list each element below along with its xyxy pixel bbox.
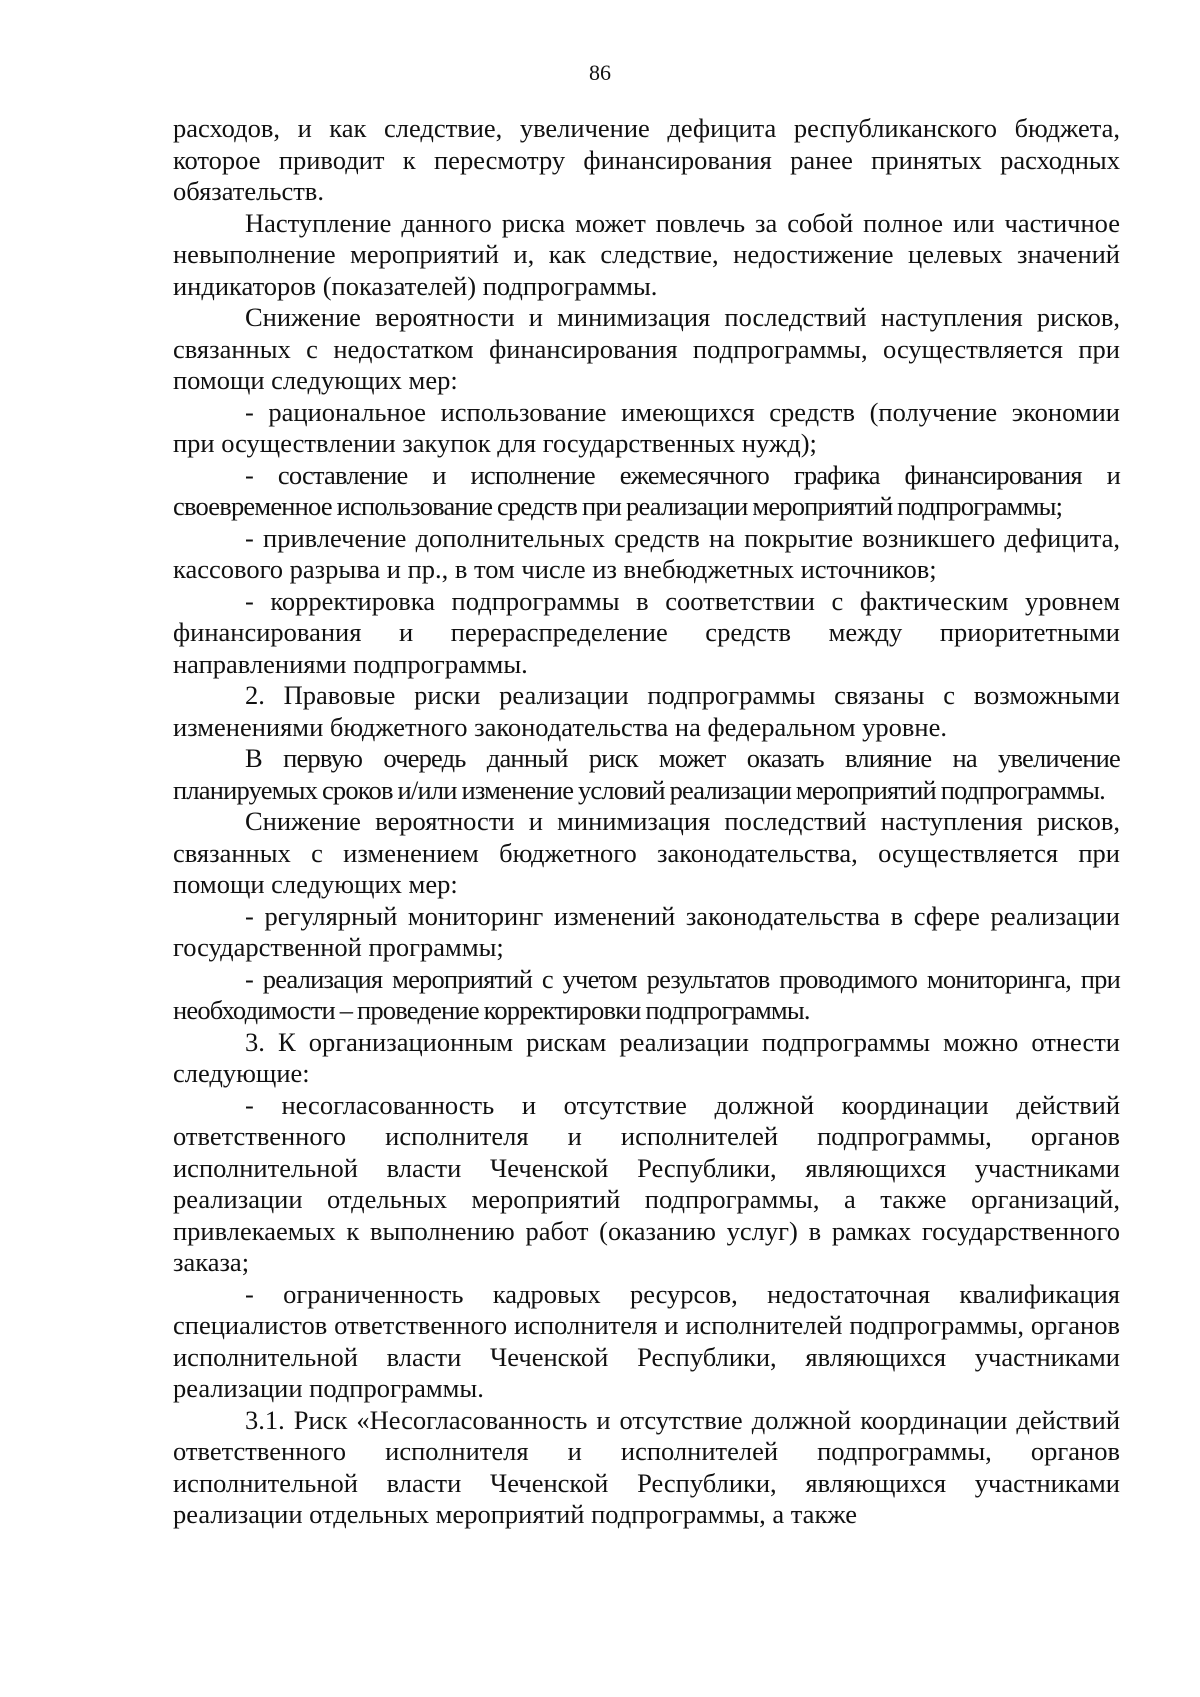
paragraph: Снижение вероятности и минимизация последствий наступления рисков, связанных с недостатком финансирования подпрограммы, осуществляется при помощи следующих мер: — [173, 302, 1120, 395]
paragraph: 3. К организационным рискам реализации подпрограммы можно отнести следующие: — [173, 1026, 1120, 1088]
list-item: - корректировка подпрограммы в соответствии с фактическим уровнем финансирования и перераспределение средств между приоритетными направлениями подпрограммы. — [173, 585, 1120, 679]
paragraph: 2. Правовые риски реализации подпрограммы связаны с возможными изменениями бюджетного законодательства на федеральном уровне. — [173, 680, 1120, 742]
list-item: - реализация мероприятий с учетом результатов проводимого мониторинга, при необходимости – проведение корректировки подпрограммы. — [173, 963, 1120, 1025]
list-item: - привлечение дополнительных средств на покрытие возникшего дефицита, кассового разрыва и пр., в том числе из внебюджетных источников; — [173, 522, 1120, 584]
document-body — [173, 113, 1120, 1531]
list-item: - регулярный мониторинг изменений законодательства в сфере реализации государственной программы; — [173, 900, 1120, 962]
list-item: - рациональное использование имеющихся средств (получение экономии при осуществлении закупок для государственных нужд); — [173, 396, 1120, 458]
list-item: - несогласованность и отсутствие должной координации действий ответственного исполнителя и исполнителей подпрограммы, органов исполнительной власти Чеченской Республики, являющихся участниками реализации отдельных мероприятий подпрограммы, а также организаций, привлекаемых к выполнению работ (оказанию услуг) в рамках государственного заказа; — [173, 1089, 1120, 1277]
paragraph: В первую очередь данный риск может оказать влияние на увеличение планируемых сроков и/или изменение условий реализации мероприятий подпрограммы. — [173, 743, 1120, 805]
list-item: - составление и исполнение ежемесячного графика финансирования и своевременное использование средств при реализации мероприятий подпрограммы; — [173, 459, 1120, 521]
list-item: - ограниченность кадровых ресурсов, недостаточная квалификация специалистов ответственного исполнителя и исполнителей подпрограммы, органов исполнительной власти Чеченской Республики, являющихся участниками реализации подпрограммы. — [173, 1278, 1120, 1403]
paragraph: 3.1. Риск «Несогласованность и отсутствие должной координации действий ответственного исполнителя и исполнителей подпрограммы, органов исполнительной власти Чеченской Республики, являющихся участниками реализации отдельных мероприятий подпрограммы, а также — [173, 1404, 1120, 1529]
paragraph: расходов, и как следствие, увеличение дефицита республиканского бюджета, которое приводит к пересмотру финансирования ранее принятых расходных обязательств. — [173, 113, 1120, 206]
paragraph: Снижение вероятности и минимизация последствий наступления рисков, связанных с изменением бюджетного законодательства, осуществляется при помощи следующих мер: — [173, 806, 1120, 899]
paragraph: Наступление данного риска может повлечь за собой полное или частичное невыполнение мероприятий и, как следствие, недостижение целевых значений индикаторов (показателей) подпрограммы. — [173, 207, 1120, 301]
page-number: 86 — [589, 60, 611, 85]
